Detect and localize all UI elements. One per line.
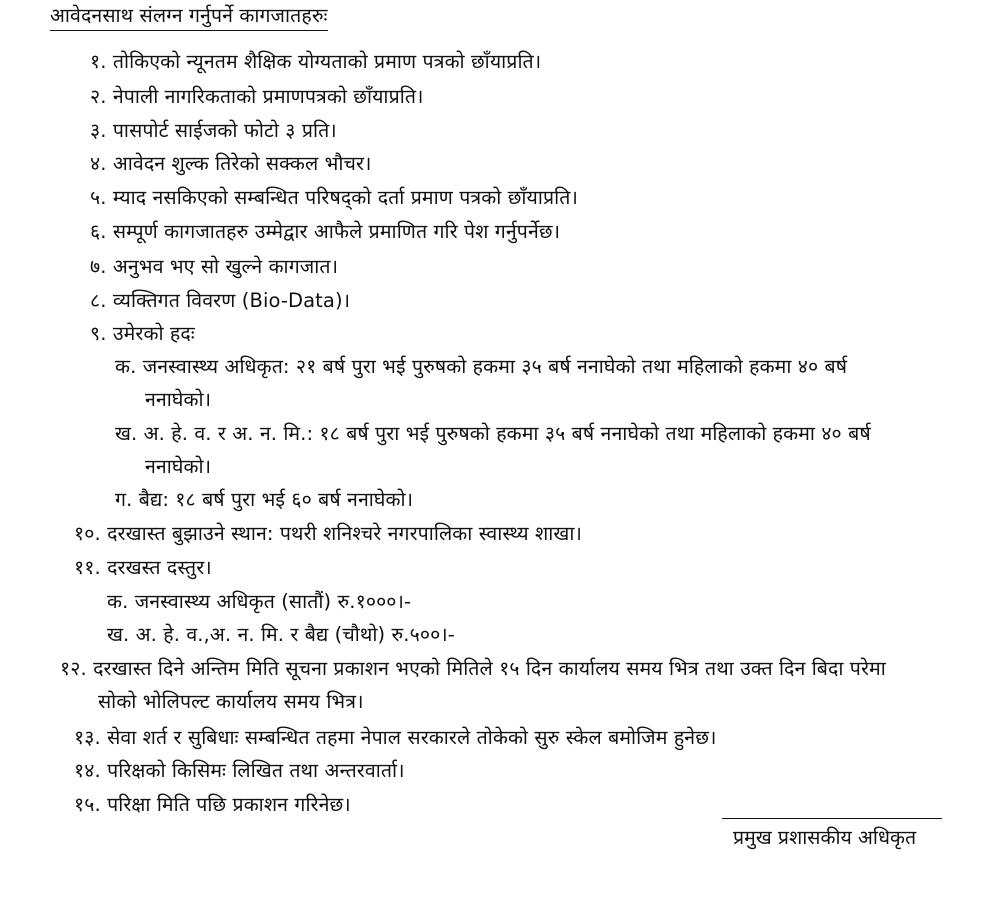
section-heading: आवेदनसाथ संलग्न गर्नुपर्ने कागजातहरुः [50,4,328,31]
list-item [74,556,212,580]
age-limit-continuation: ननाघेको। [145,455,212,478]
list-item [90,255,338,279]
age-limit-item [115,422,871,446]
item-number: ११. [74,556,101,579]
sub-item-label: क. [107,590,129,613]
item-number: ५. [90,186,107,209]
list-item [74,522,582,546]
signature-title: प्रमुख प्रशासकीय अधिकृत [733,826,917,849]
sub-item-text: बैद्य: १८ बर्ष पुरा भई ६० बर्ष ननाघेको। [138,488,414,511]
item-text: म्याद नसकिएको सम्बन्धित परिषद्को दर्ता प्रमाण पत्रको छाँयाप्रति। [112,186,578,209]
item-number: ६. [90,220,107,243]
fee-item [107,590,411,614]
list-item [90,322,195,346]
item-number: ८. [90,289,107,312]
item-text: दरखास्त दिने अन्तिम मिति सूचना प्रकाशन भएको मितिले १५ दिन कार्यालय समय भित्र तथा उक्त दिन बिदा परेमा [93,657,886,680]
item-text: सम्पूर्ण कागजातहरु उम्मेद्वार आफैले प्रमाणित गरि पेश गर्नुपर्नेछ। [112,220,561,243]
item-number: १५. [74,793,101,816]
item-number: ३. [90,119,107,142]
age-limit-continuation: ननाघेको। [145,388,212,411]
sub-item-text: जनस्वास्थ्य अधिकृत: २१ बर्ष पुरा भई पुरुषको हकमा ३५ बर्ष ननाघेको तथा महिलाको हकमा ४० बर्ष [142,355,848,378]
item-text: पासपोर्ट साईजको फोटो ३ प्रति। [112,119,337,142]
item-text: उमेरको हदः [112,322,195,345]
item-number: १०. [74,522,101,545]
item-number: १३. [74,726,101,749]
item-continuation: सोको भोलिपल्ट कार्यालय समय भित्र। [98,690,364,713]
list-item [90,152,372,176]
sub-item-label: ख. [115,422,138,445]
item-number: ४. [90,152,107,175]
item-number: १२. [60,657,87,680]
item-text: आवेदन शुल्क तिरेको सक्कल भौचर। [112,152,372,175]
item-text: अनुभव भए सो खुल्ने कागजात। [112,255,339,278]
item-text: तोकिएको न्यूनतम शैक्षिक योग्यताको प्रमाण पत्रको छाँयाप्रति। [112,50,542,73]
list-item [90,85,424,109]
age-limit-item [115,488,413,512]
list-item [74,759,405,783]
fee-item [107,623,455,647]
list-item [74,793,351,817]
item-number: ७. [90,255,107,278]
age-limit-item [115,355,847,379]
item-text: दरखस्त दस्तुर। [107,556,212,579]
list-item [90,289,350,313]
list-item [90,50,541,74]
list-item [60,657,886,681]
list-item [90,186,578,210]
item-text: व्यक्तिगत विवरण (Bio-Data)। [112,289,351,312]
signature-line [722,818,942,819]
item-text: दरखास्त बुझाउने स्थान: पथरी शनिश्चरे नगरपालिका स्वास्थ्य शाखा। [107,522,583,545]
item-number: १. [90,50,107,73]
item-number: १४. [74,759,101,782]
sub-item-label: ख. [107,623,130,646]
item-text: नेपाली नागरिकताको प्रमाणपत्रको छाँयाप्रति। [112,85,424,108]
sub-item-text: जनस्वास्थ्य अधिकृत (सातौं) रु.१०००।- [134,590,412,613]
sub-item-label: क. [115,355,137,378]
item-text: सेवा शर्त र सुबिधाः सम्बन्धित तहमा नेपाल सरकारले तोकेको सुरु स्केल बमोजिम हुनेछ। [107,726,717,749]
sub-item-text: अ. हे. व.,अ. न. मि. र बैद्य (चौथो) रु.५००।- [135,623,455,646]
item-text: परिक्षा मिति पछि प्रकाशन गरिनेछ। [107,793,351,816]
list-item [74,726,716,750]
list-item [90,119,337,143]
item-number: ९. [90,322,107,345]
item-text: परिक्षको किसिमः लिखित तथा अन्तरवार्ता। [107,759,405,782]
sub-item-label: ग. [115,488,133,511]
list-item [90,220,560,244]
item-number: २. [90,85,107,108]
sub-item-text: अ. हे. व. र अ. न. मि.: १८ बर्ष पुरा भई पुरुषको हकमा ३५ बर्ष ननाघेको तथा महिलाको हकमा ४० बर्ष [143,422,871,445]
